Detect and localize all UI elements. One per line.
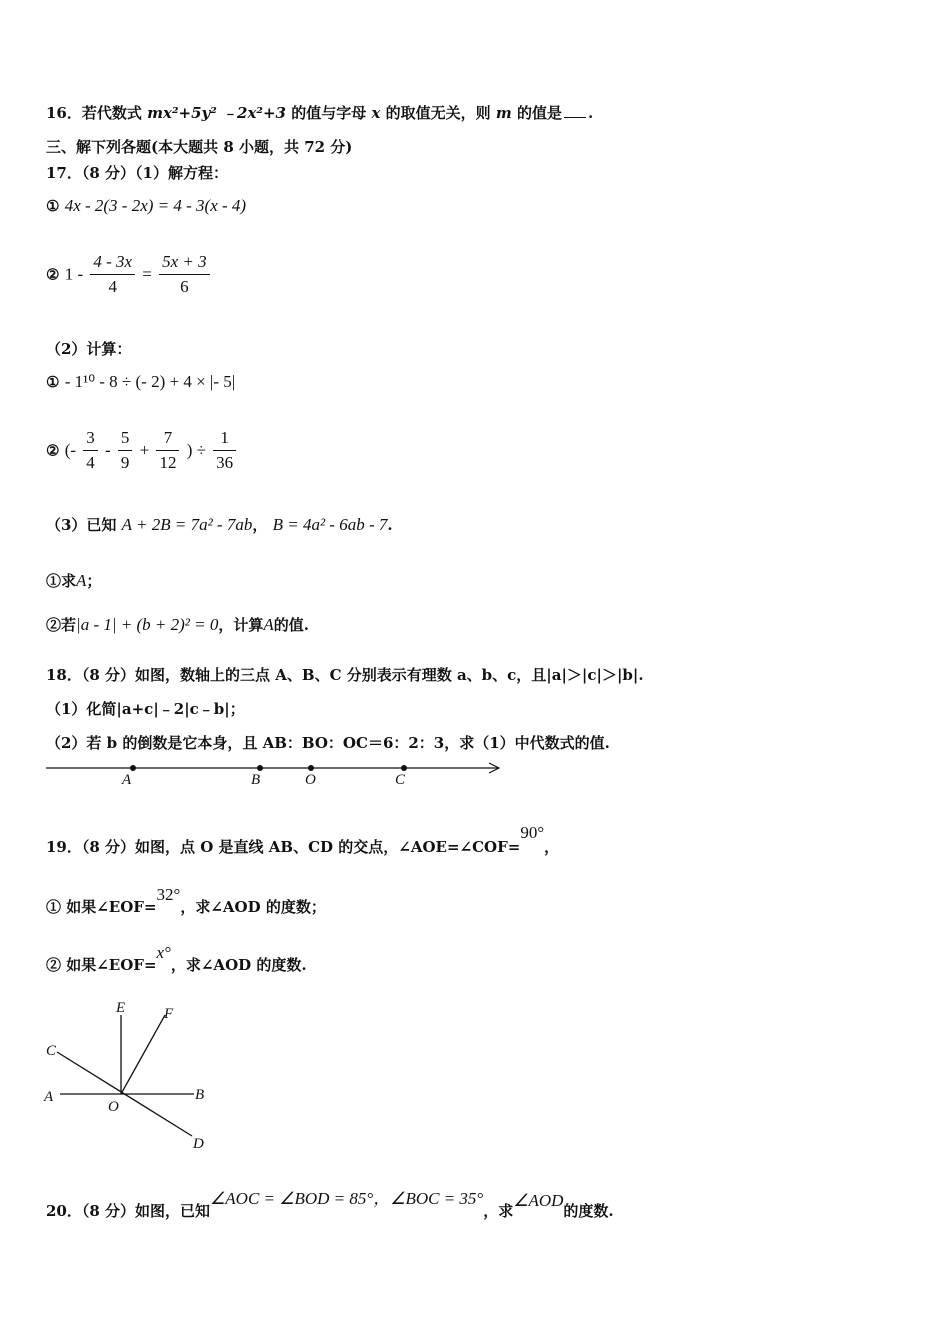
circled-two-marker: ② (46, 441, 60, 460)
fraction-numerator: 5x + 3 (159, 252, 210, 275)
part3-equation-1: A + 2B = 7a² - 7ab (121, 515, 253, 534)
q17-part-2: （2）计算： (46, 340, 132, 358)
q20-target-angle: ∠AOD (513, 1191, 564, 1210)
close-paren-divide: ) ÷ (186, 440, 206, 460)
q17-eq1-expression: 4x - 2(3 - 2x) = 4 - 3(x - 4) (64, 196, 247, 215)
q17-eq2-fraction-right (159, 252, 210, 297)
q17-calc-2 (46, 428, 238, 473)
question-19-sub-2 (46, 943, 307, 975)
q17-part-3-sub-2 (46, 614, 309, 635)
q20-text-b: ，求 (483, 1202, 514, 1220)
label-f: F (164, 1006, 174, 1022)
q17-calc1-expression: - 1¹⁰ - 8 ÷ (- 2) + 4 × |- 5| (64, 372, 236, 391)
fraction-denominator: 4 (86, 453, 95, 472)
comma: ， (252, 516, 268, 534)
semicolon: ； (86, 572, 102, 590)
sub2-text: ，计算 (218, 616, 264, 634)
point-a (130, 765, 136, 771)
q17-part-3-sub-1 (46, 570, 101, 591)
part3-label: （3）已知 (46, 516, 117, 534)
q16-var-x: x (371, 104, 381, 122)
comma: ， (544, 838, 560, 856)
fraction-numerator: 7 (156, 428, 179, 451)
question-16 (46, 102, 593, 123)
minus-sign: - (104, 440, 111, 460)
label-e: E (116, 1000, 126, 1016)
fraction-seven-twelfths (156, 428, 179, 473)
q17-calc-1 (46, 372, 235, 392)
label-a: A (122, 772, 132, 788)
sub2-end: 的值. (273, 616, 309, 634)
question-19-line-1 (46, 823, 560, 857)
q20-text-a: 20．（8 分）如图，已知 (46, 1202, 211, 1220)
fraction-numerator: 4 - 3x (90, 252, 135, 275)
sub2-text: ② 如果∠EOF= (46, 956, 157, 974)
open-paren: (- (64, 440, 77, 460)
fraction-numerator: 1 (213, 428, 236, 451)
q20-text-c: 的度数. (563, 1202, 614, 1220)
q17-eq2-fraction-left (90, 252, 135, 297)
fraction-denominator: 36 (216, 453, 234, 472)
question-18-line-1: 18．（8 分）如图，数轴上的三点 A、B、C 分别表示有理数 a、b、c，且|a|＞|c|＞|b|. (46, 666, 644, 684)
label-d: D (193, 1136, 204, 1152)
fraction-numerator: 3 (83, 428, 98, 451)
plus-sign: + (139, 440, 150, 460)
number-line-figure (40, 755, 510, 795)
fraction-one-thirty-sixth (213, 428, 236, 473)
var-a: A (76, 571, 87, 590)
period: . (387, 516, 393, 534)
answer-blank (564, 117, 586, 118)
q19-text: 19．（8 分）如图，点 O 是直线 AB、CD 的交点，∠AOE=∠COF= (46, 838, 521, 856)
question-19-sub-1 (46, 885, 326, 917)
point-o (308, 765, 314, 771)
label-o: O (305, 772, 316, 788)
part3-equation-2: B = 4a² - 6ab - 7 (272, 515, 388, 534)
label-a: A (44, 1089, 54, 1105)
q16-text-d: 的值是 (517, 104, 563, 122)
label-c: C (395, 772, 406, 788)
label-c: C (46, 1043, 57, 1059)
label-b: B (195, 1087, 205, 1103)
point-b (257, 765, 263, 771)
sub2-end: ，求∠AOD 的度数. (170, 956, 307, 974)
q17-equation-2 (46, 252, 212, 297)
question-20 (46, 1189, 614, 1221)
sub2-label: ②若 (46, 616, 77, 634)
q16-number: 16． (46, 104, 82, 122)
angle-figure (40, 995, 220, 1155)
q20-given-angles: ∠AOC = ∠BOD = 85°，∠BOC = 35° (210, 1189, 484, 1208)
question-18-line-2: （1）化简|a+c|﹣2|c﹣b|； (46, 700, 245, 718)
fraction-denominator: 6 (180, 277, 189, 296)
equals-sign: = (142, 264, 152, 284)
sub1-text: ① 如果∠EOF= (46, 898, 157, 916)
label-b: B (251, 772, 261, 788)
q16-expression: mx²+5y² ﹣2x²+3 (147, 104, 286, 122)
q16-var-m: m (495, 104, 512, 122)
sub2-condition: |a - 1| + (b + 2)² = 0 (76, 615, 219, 634)
circled-one-marker: ① (46, 197, 60, 215)
var-a: A (263, 615, 274, 634)
fraction-denominator: 4 (108, 277, 117, 296)
sub1-label: ①求 (46, 572, 77, 590)
q16-text-b: 的值与字母 (291, 104, 367, 122)
fraction-five-ninths (118, 428, 133, 473)
circled-two-marker: ② (46, 265, 60, 284)
question-18-line-3: （2）若 b 的倒数是它本身，且 AB：BO：OC＝6：2：3，求（1）中代数式的值. (46, 734, 610, 752)
fraction-numerator: 5 (118, 428, 133, 451)
angle-value-90: 90° (520, 823, 545, 842)
q16-end: . (588, 104, 594, 122)
q16-text-c: 的取值无关，则 (385, 104, 491, 122)
circled-one-marker: ① (46, 373, 60, 391)
label-o: O (108, 1099, 119, 1115)
fraction-denominator: 9 (120, 453, 130, 472)
q17-part-3 (46, 514, 393, 535)
q17-equation-1 (46, 196, 246, 216)
q17-eq2-prefix: 1 - (64, 264, 84, 284)
section-heading: 三、解下列各题(本大题共 8 小题，共 72 分) (46, 138, 353, 156)
sub1-end: ，求∠AOD 的度数； (180, 898, 326, 916)
q16-text-a: 若代数式 (81, 104, 142, 122)
ray-of (121, 1015, 165, 1094)
angle-value-32: 32° (156, 885, 181, 904)
fraction-denominator: 12 (159, 453, 177, 472)
fraction-three-quarters (83, 428, 98, 473)
point-c (401, 765, 407, 771)
angle-value-x: x° (156, 943, 171, 962)
question-17-header: 17．（8 分）（1）解方程： (46, 164, 228, 182)
